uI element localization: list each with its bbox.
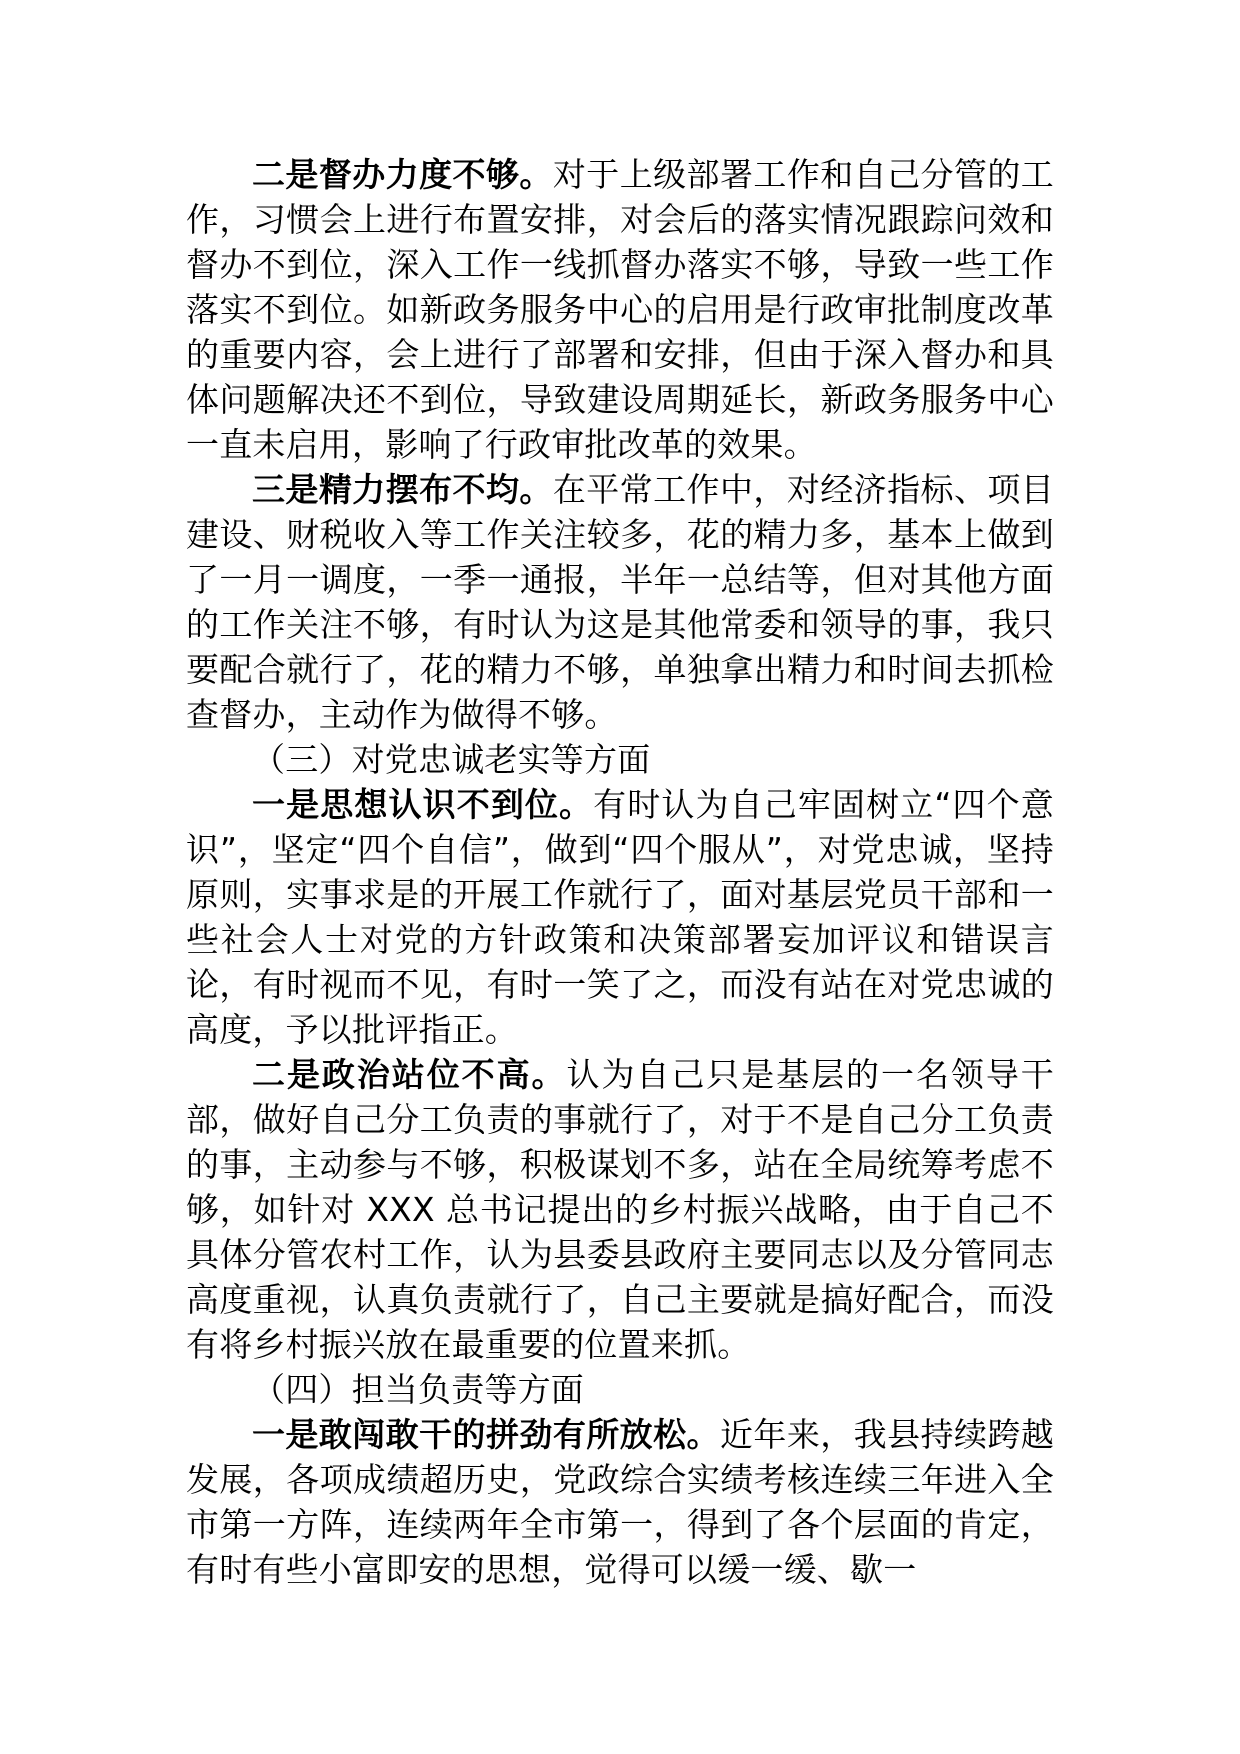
section-heading-responsibility: （四）担当负责等方面 [252,1370,584,1409]
paragraph-supervision [186,152,1054,467]
paragraph-lead: 三是精力摆布不均。 [252,470,553,509]
paragraph-lead: 二是督办力度不够。 [252,155,553,194]
paragraph-lead: 一是思想认识不到位。 [252,785,594,824]
paragraph-text: 近年来，我县持续跨越发展，各项成绩超历史，党政综合实绩考核连续三年进入全市第一方阵，连续两年全市第一，得到了各个层面的肯定，有时有些小富即安的思想，觉得可以缓一缓、歇一 [186,1415,1054,1589]
paragraph-political-stance [186,1052,1054,1367]
section-heading-loyalty: （三）对党忠诚老实等方面 [252,740,651,779]
paragraph-text: 对于上级部署工作和自己分管的工作，习惯会上进行布置安排，对会后的落实情况跟踪问效和督办不到位，深入工作一线抓督办落实不够，导致一些工作落实不到位。如新政务服务中心的启用是行政审批制度改革的重要内容，会上进行了部署和安排，但由于深入督办和具体问题解决还不到位，导致建设周期延长，新政务服务中心一直未启用，影响了行政审批改革的效果。 [186,155,1055,464]
document-page [186,152,1054,1592]
paragraph-drive-relaxed [186,1412,1054,1592]
paragraph-lead: 二是政治站位不高。 [252,1055,567,1094]
paragraph-ideological-awareness [186,782,1054,1052]
paragraph-text: 有时认为自己牢固树立“四个意识”，坚定“四个自信”，做到“四个服从”，对党忠诚，坚持原则，实事求是的开展工作就行了，面对基层党员干部和一些社会人士对党的方针政策和决策部署妄加评议和错误言论，有时视而不见，有时一笑了之，而没有站在对党忠诚的高度，予以批评指正。 [186,785,1054,1049]
paragraph-lead: 一是敢闯敢干的拼劲有所放松。 [252,1415,720,1454]
paragraph-text: 认为自己只是基层的一名领导干部，做好自己分工负责的事就行了，对于不是自己分工负责的事，主动参与不够，积极谋划不多，站在全局统筹考虑不够，如针对 XXX 总书记提出的乡村振兴战略，由于自己不具体分管农村工作，认为县委县政府主要同志以及分管同志高度重视，认真负责就行了，自己主要就是搞好配合，而没有将乡村振兴放在最重要的位置来抓。 [186,1055,1054,1364]
paragraph-text: 在平常工作中，对经济指标、项目建设、财税收入等工作关注较多，花的精力多，基本上做到了一月一调度，一季一通报，半年一总结等，但对其他方面的工作关注不够，有时认为这是其他常委和领导的事，我只要配合就行了，花的精力不够，单独拿出精力和时间去抓检查督办，主动作为做得不够。 [186,470,1055,734]
paragraph-energy-allocation [186,467,1054,737]
